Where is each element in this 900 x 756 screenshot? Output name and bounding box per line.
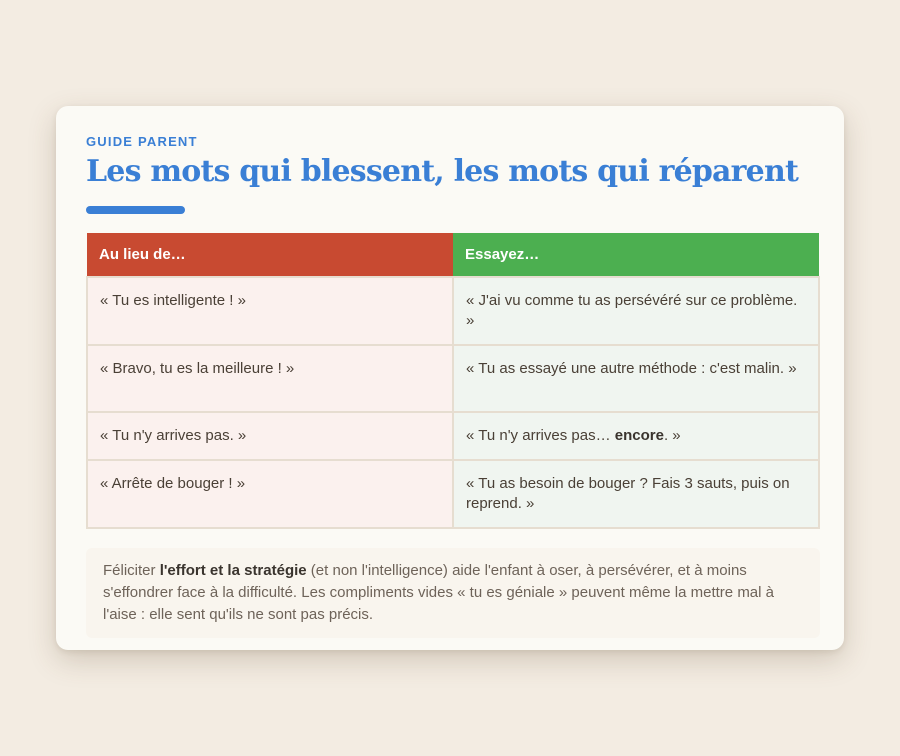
note-text-end: (et non l'intelligence) aide l'enfant à oser, à persévérer, et à moins s'effondrer face à la difficulté. Les compliments vides « tu es géniale » peuvent même la mettre mal à l'aise : elle sent qu'ils ne sont pas précis. bbox=[103, 562, 774, 623]
table-row bbox=[87, 345, 819, 412]
table-row bbox=[87, 277, 819, 345]
try-text-start: « Tu n'y arrives pas… bbox=[466, 427, 615, 444]
eyebrow-label: GUIDE PARENT bbox=[86, 134, 198, 149]
title-underline bbox=[86, 206, 185, 214]
try-cell: « Tu as essayé une autre méthode : c'est malin. » bbox=[453, 345, 819, 412]
note-emphasis: l'effort et la stratégie bbox=[159, 562, 307, 579]
info-note bbox=[86, 548, 820, 638]
column-header-try: Essayez… bbox=[453, 233, 819, 277]
column-header-instead: Au lieu de… bbox=[87, 233, 453, 277]
table-row bbox=[87, 460, 819, 528]
try-cell: « Tu as besoin de bouger ? Fais 3 sauts, puis on reprend. » bbox=[453, 460, 819, 528]
instead-cell: « Arrête de bouger ! » bbox=[87, 460, 453, 528]
instead-cell: « Tu es intelligente ! » bbox=[87, 277, 453, 345]
table-row bbox=[87, 412, 819, 460]
instead-cell: « Tu n'y arrives pas. » bbox=[87, 412, 453, 460]
table-header-row bbox=[87, 233, 819, 277]
instead-cell: « Bravo, tu es la meilleure ! » bbox=[87, 345, 453, 412]
try-text-end: . » bbox=[663, 427, 681, 444]
try-cell: « J'ai vu comme tu as persévéré sur ce problème. » bbox=[453, 277, 819, 345]
comparison-table bbox=[86, 233, 820, 529]
try-cell bbox=[453, 412, 819, 460]
page-title: Les mots qui blessent, les mots qui réparent bbox=[86, 154, 799, 189]
try-text-emphasis: encore bbox=[614, 427, 664, 444]
guide-card bbox=[56, 106, 844, 650]
note-text-start: Féliciter bbox=[103, 562, 160, 579]
